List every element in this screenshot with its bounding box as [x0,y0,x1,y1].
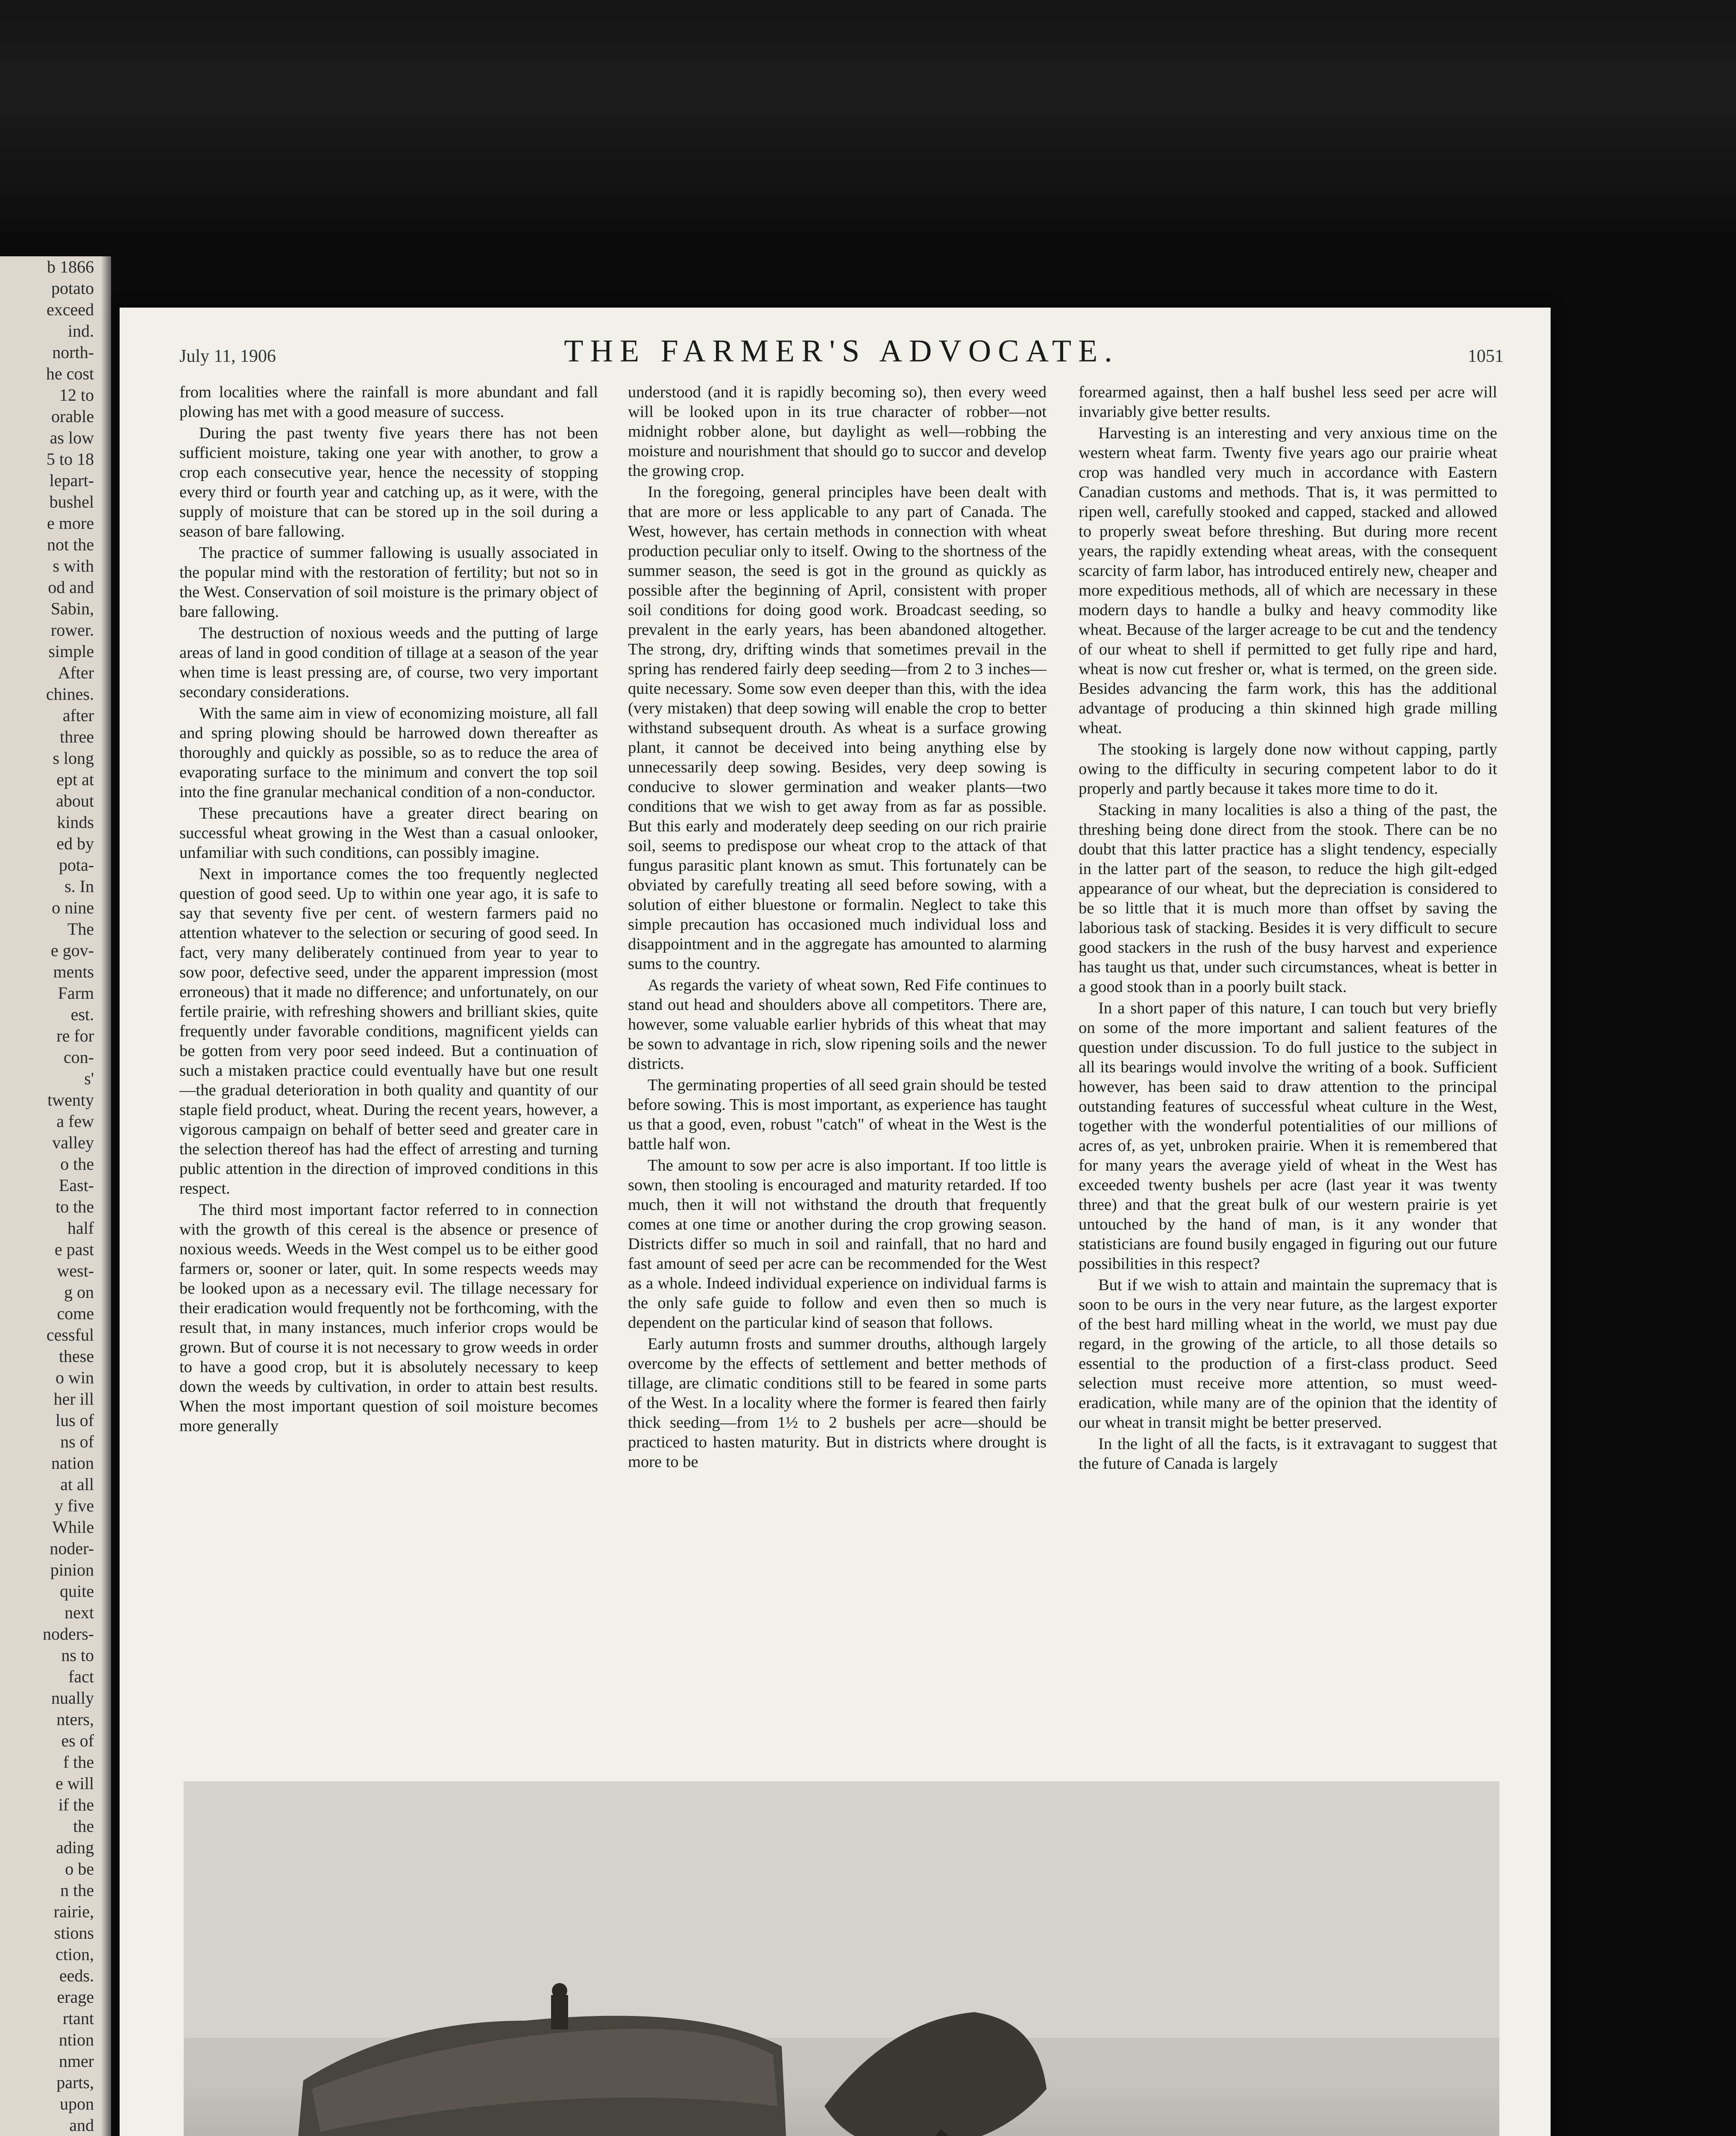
previous-page-line: cessful [46,1325,94,1344]
previous-page-line: pota- [59,855,94,874]
article-column-1 [179,382,598,1766]
photo-illustration [184,1781,1499,2136]
previous-page-line: ind. [67,321,94,340]
previous-page-line: f the [63,1752,94,1772]
article-paragraph: The germinating properties of all seed grain should be tested before sowing. This is most important, as experience has taught us that a good, even, robust "catch" of wheat in the West is the battle half won. [628,1076,1047,1153]
article-paragraph: But if we wish to attain and maintain the supremacy that is soon to be ours in the very near future, as the largest exporter of the best hard milling wheat in the world, we must pay due regard, in the growing of the article, to all those details so essential to the production of a first-class product. Seed selection must receive more attention, so must weed-eradication, while many are of the opinion that the identity of our wheat in transit might be better preserved. [1079,1276,1497,1432]
article-paragraph: In a short paper of this nature, I can touch but very briefly on some of the more important and salient features of the question under discussion. To do full justice to the subject in all its bearings would involve the writing of a book. Sufficient however, has been said to draw attention to the principal outstanding features of successful wheat culture in the West, together with the wonderful potentialities of our millions of acres of, as yet, unbroken prairie. When it is remembered that for many years the average yield of wheat in the West has exceeded twenty bushels per acre (last year it was twenty three) and that the great bulk of our western prairie is yet untouched by the hand of man, is it any wonder that statisticians are found busily engaged in figuring out our future possibilities in this respect? [1079,999,1497,1273]
previous-page-line: s long [53,748,94,768]
previous-page-line: noders- [43,1624,94,1643]
previous-page-line: e more [47,513,94,533]
issue-date: July 11, 1906 [179,346,276,366]
previous-page-line: While [52,1517,94,1537]
previous-page-line: quite [60,1581,94,1601]
previous-page-fragment [0,256,111,2136]
previous-page-line: e past [54,1240,94,1259]
previous-page-line: next [65,1603,94,1622]
previous-page-line: west- [57,1261,94,1280]
previous-page-line: her ill [53,1389,94,1408]
previous-page-line: nation [51,1453,94,1473]
previous-page-line: potato [51,279,94,298]
previous-page-line: kinds [57,813,94,832]
previous-page-line: eeds. [59,1966,94,1985]
previous-page-line: he cost [46,364,94,383]
previous-page-line: rtant [62,2009,94,2028]
article-paragraph: The amount to sow per acre is also important. If too little is sown, then stooling is encouraged and maturity retarded. If too much, then it will not withstand the drouth that frequently comes at one time or another during the crop growing season. Districts differ so much in soil and rainfall, that no hard and fast amount of seed per acre can be recommended for the West as a whole. Indeed individual experience on individual farms is the only safe guide to follow and even then so much is dependent on the particular kind of season that follows. [628,1156,1047,1332]
article-paragraph: In the light of all the facts, is it extravagant to suggest that the future of Canada is largely [1079,1435,1497,1473]
previous-page-line: e will [56,1774,94,1793]
article-column-3 [1079,382,1497,1766]
previous-page-line: not the [47,535,94,554]
article-paragraph: Harvesting is an interesting and very anxious time on the western wheat farm. Twenty five years ago our prairie wheat crop was handled very much in accordance with Eastern Canadian customs and methods. That is, it was permitted to ripen well, carefully stooked and capped, stacked and allowed to properly sweat before threshing. But during more recent years, the rapidly extending wheat areas, with the consequent scarcity of farm labor, has introduced entirely new, cheaper and more expeditious methods, all of which are necessary in these modern days to handle a bulky and heavy commodity like wheat. Because of the larger acreage to be cut and the tendency of our wheat to shell if permitted to get fully ripe and hard, wheat is now cut fresher or, what is termed, on the green side. Besides advancing the farm work, this has the additional advantage of producing a thin skinned high grade milling wheat. [1079,424,1497,737]
previous-page-line: ading [56,1838,94,1857]
previous-page-line: to the [56,1197,94,1216]
previous-page-line: ed by [56,834,94,853]
previous-page-line: upon [60,2094,94,2113]
previous-page-line: g on [64,1282,94,1302]
previous-page-line: n the [60,1881,94,1900]
article-paragraph: forearmed against, then a half bushel less seed per acre will invariably give better results. [1079,383,1497,421]
previous-page-line: The [67,919,94,939]
previous-page-line: ns to [61,1646,94,1665]
article-paragraph: The practice of summer fallowing is usually associated in the popular mind with the restoration of fertility; but not so in the West. Conservation of soil moisture is the primary object of bare fallowing. [179,544,598,621]
previous-page-line: e gov- [50,941,94,960]
article-paragraph: The third most important factor referred to in connection with the growth of this cereal is the absence or presence of noxious weeds. Weeds in the West compel us to be either good farmers or, sooner or later, quit. In some respects weeds may be looked upon as a necessary evil. The tillage necessary for their eradication would frequently not be forthcoming, with the result that, in many instances, much inferior crops would be grown. But of course it is not necessary to grow weeds in order to have a good crop, but it is absolutely necessary to keep down the weeds by cultivation, in order to attain best results. When the most important question of soil moisture becomes more generally [179,1201,598,1435]
previous-page-line: half [67,1218,94,1238]
previous-page-line: o nine [52,898,94,917]
previous-page-line: o the [60,1154,94,1174]
previous-page-line: rower. [50,620,94,640]
article-paragraph: from localities where the rainfall is more abundant and fall plowing has met with a good measure of success. [179,383,598,421]
article-paragraph: In the foregoing, general principles have been dealt with that are more or less applicable to any part of Canada. The West, however, has certain methods in connection with wheat production peculiar only to itself. Owing to the shortness of the summer season, the seed is got in the ground as quickly as possible after the beginning of April, consistent with proper soil conditions for doing good work. Broadcast seeding, so prevalent in the early years, has been abandoned altogether. The strong, dry, drifting winds that sometimes prevail in the spring has rendered fairly deep seeding—from 2 to 3 inches—quite necessary. Some sow even deeper than this, with the idea (very mistaken) that deep sowing will enable the crop to better withstand subsequent drouth. As wheat is a surface growing plant, it cannot be deceived into being anything else by unnecessarily deep sowing. Besides, very deep sowing is conducive to slower germination and weaker plants—two conditions that we wish to get away from as far as possible. But this early and moderately deep seeding on our rich prairie soil, seems to predispose our wheat crop to the attack of that fungus parasitic plant known as smut. This fortunately can be obviated by carefully treating all seed before sowing, with a solution of either bluestone or formalin. Neglect to take this simple precaution has occasioned much individual loss and disappointment and in the aggregate has amounted to alarming sums to the country. [628,483,1047,973]
previous-page-line: ns of [60,1432,94,1451]
previous-page-line: fact [68,1667,94,1686]
previous-page-line: as low [50,428,94,447]
previous-page-line: come [57,1304,94,1323]
previous-page-line: valley [52,1133,94,1152]
article-paragraph: With the same aim in view of economizing moisture, all fall and spring plowing should be harrowed down thereafter as thoroughly and quickly as possible, so as to reduce the area of evaporating surface to the minimum and convert the top soil into the fine granular mechanical condition of a non-conductor. [179,704,598,801]
previous-page-line: a few [56,1112,94,1131]
previous-page-line: ction, [56,1945,94,1964]
previous-page-line: Farm [58,983,94,1003]
previous-page-line: After [58,663,94,682]
previous-page-line: three [60,727,94,746]
article-paragraph: The stooking is largely done now without capping, partly owing to the difficulty in securing competent labor to do it properly and partly because it takes more time to do it. [1079,740,1497,798]
article-paragraph: Stacking in many localities is also a thing of the past, the threshing being done direct from the stook. There can be no doubt that this latter practice has a slight tendency, especially in the latter part of the season, to reduce the high gilt-edged appearance of our wheat, but the depreciation is considered to be so little that it is much more than offset by saving the laborious task of stacking. Besides it is very difficult to secure good stackers in the rush of the busy harvest and experience has taught us that, under such circumstances, wheat is better in a good stook than in a poorly built stack. [1079,801,1497,996]
previous-page-line: y five [54,1496,94,1515]
previous-page-line: rairie, [53,1902,94,1921]
previous-page-line: erage [57,1987,94,2007]
previous-page-line: b 1866 [47,257,94,276]
previous-page-line: s. In [65,877,94,896]
microfilm-top-margin [0,0,1736,231]
previous-page-line: 5 to 18 [46,449,94,469]
previous-page-line: nters, [56,1710,94,1729]
previous-page-line: after [62,706,94,725]
previous-page-line: o win [56,1368,94,1387]
previous-page-line: 12 to [59,385,94,405]
previous-page-line: es of [61,1731,94,1750]
previous-page-line: the [73,1816,94,1836]
previous-page-line: lepart- [49,471,94,490]
article-paragraph: These precautions have a greater direct bearing on successful wheat growing in the West than a casual onlooker, unfamiliar with such conditions, can possibly imagine. [179,804,598,862]
page-header [179,333,1504,372]
previous-page-line: simple [48,642,94,661]
previous-page-line: chines. [46,684,94,704]
page-gutter-shadow [101,256,111,2136]
article-paragraph: During the past twenty five years there has not been sufficient moisture, taking one year with another, to grow a crop each consecutive year, hence the necessity of stopping every third or fourth year and catching up, as it were, with the supply of moisture that can be stored up in the soil during a season of bare fallowing. [179,424,598,540]
previous-page-line: pinion [50,1560,94,1579]
article-paragraph: As regards the variety of wheat sown, Red Fife continues to stand out head and shoulders above all competitors. There are, however, some valuable earlier hybrids of this wheat that may be sown to advantage in rich, slow ripening soils and the newer districts. [628,976,1047,1073]
previous-page-line: ntion [59,2030,94,2049]
hay-making-photograph [184,1781,1499,2136]
previous-page-line: est. [70,1005,94,1024]
publication-title: THE FARMER'S ADVOCATE. [564,334,1119,369]
previous-page-line: if the [58,1795,94,1814]
previous-page-line: at all [60,1475,94,1494]
previous-page-line: s with [53,556,94,575]
previous-page-line: ept at [56,770,94,789]
previous-page-line: these [59,1347,94,1366]
previous-page-line: twenty [47,1090,94,1109]
previous-page-line: nmer [59,2051,94,2071]
previous-page-line: East- [59,1176,94,1195]
previous-page-line: orable [51,407,94,426]
previous-page-line: Sabin, [50,599,94,618]
previous-page-line: s' [84,1069,94,1088]
previous-page-line: ments [53,962,94,981]
newspaper-page [120,308,1551,2136]
previous-page-line: nually [51,1688,94,1708]
article-paragraph: understood (and it is rapidly becoming so), then every weed will be looked upon in its true character of robber—not midnight robber alone, but daylight as well—robbing the moisture and nourishment that should go to succor and develop the growing crop. [628,383,1047,480]
previous-page-line: bushel [49,492,94,511]
article-paragraph: Next in importance comes the too frequently neglected question of good seed. Up to within one year ago, it is safe to say that seventy five per cent. of western farmers paid no attention whatever to the selection or securing of good seed. In fact, very many deliberately continued from year to year to sow poor, defective seed, under the apparent impression (most erroneous) that it made no difference; and unfortunately, on our fertile prairie, with refreshing showers and brilliant skies, quite frequently under favorable conditions, magnificent yields can be gotten from very poor seed indeed. But a continuation of such a mistaken practice could eventually have but one result—the gradual deterioration in both quality and quantity of our staple field product, wheat. During the recent years, however, a vigorous campaign on behalf of better seed and greater care in the selection thereof has had the effect of arresting and turning public attention in the direction of improved conditions in this respect. [179,865,598,1197]
previous-page-line: north- [52,343,94,362]
previous-page-line: o be [65,1859,94,1878]
article-paragraph: The destruction of noxious weeds and the putting of large areas of land in good condition of tillage at a season of the year when time is least pressing are, of course, two very important secondary considerations. [179,624,598,701]
previous-page-line: about [56,791,94,810]
previous-page-line: and [69,2115,94,2135]
article-column-2 [628,382,1047,1766]
article-paragraph: Early autumn frosts and summer drouths, although largely overcome by the effects of settlement and better methods of tillage, are climatic conditions still to be feared in some parts of the West. In a locality where the former is feared then fairly thick seeding—from 1½ to 2 bushels per acre—should be practiced to hasten maturity. But in districts where drought is more to be [628,1335,1047,1471]
previous-page-line: noder- [50,1539,94,1558]
previous-page-line: exceed [46,300,94,319]
page-number: 1051 [1468,346,1504,366]
previous-page-line: stions [54,1923,94,1942]
previous-page-line: od and [48,578,94,597]
previous-page-line: re for [56,1026,94,1045]
previous-page-line: con- [63,1047,94,1067]
previous-page-line: lus of [56,1411,94,1430]
previous-page-line: parts, [56,2073,94,2092]
